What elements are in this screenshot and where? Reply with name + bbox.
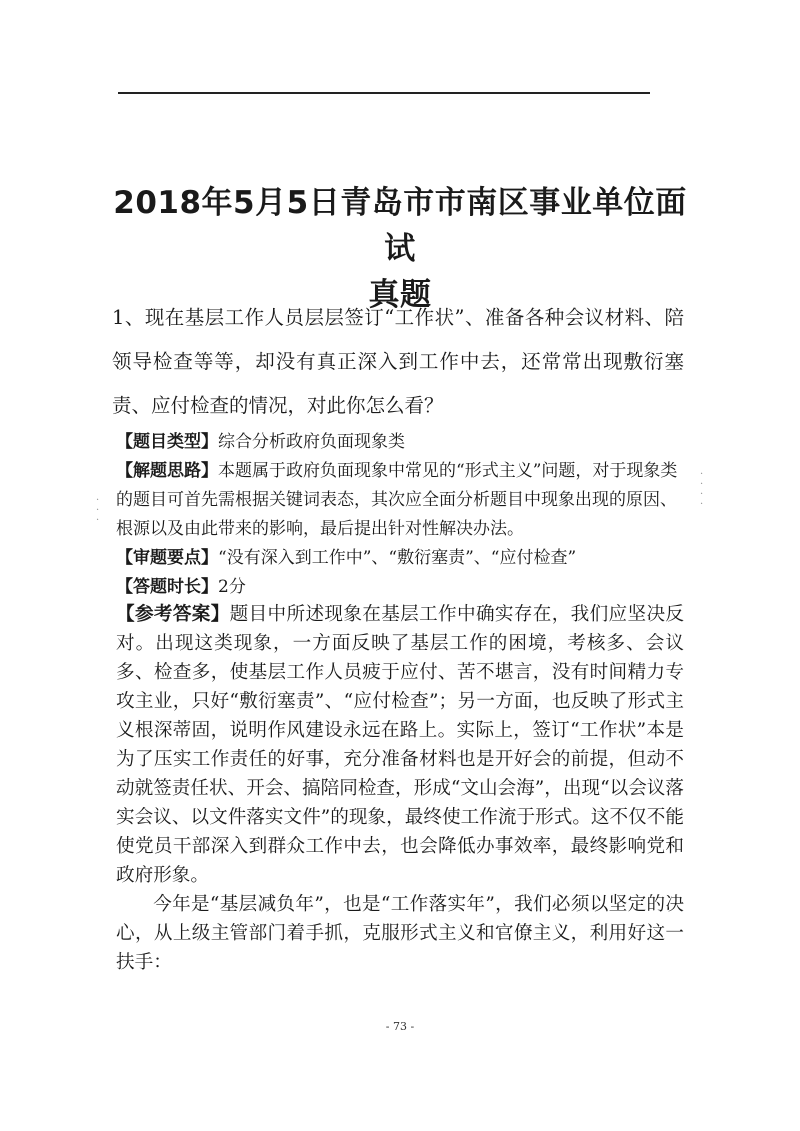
meta-points-value: “没有深入到工作中”、“敷衍塞责”、“应付检查” — [218, 548, 577, 568]
scan-mark-left: · · · — [96, 495, 100, 526]
meta-time — [116, 573, 684, 602]
meta-points — [116, 544, 684, 573]
title-line-2: 真题 — [368, 277, 432, 313]
scan-mark-right: · · · · — [700, 469, 704, 510]
title-line-1: 2018年5月5日青岛市市南区事业单位面试 — [113, 185, 687, 267]
question-text: 1、现在基层工作人员层层签订“工作状”、准备各种会议材料、陪领导检查等等，却没有真正深入到工作中去，还常常出现敷衍塞责、应付检查的情况，对此你怎么看？ — [112, 306, 684, 417]
meta-time-value: 2分 — [218, 577, 246, 597]
question-meta — [116, 428, 684, 602]
meta-type-label: 【题目类型】 — [116, 432, 218, 452]
meta-approach-label: 【解题思路】 — [116, 461, 218, 481]
meta-points-label: 【审题要点】 — [116, 548, 218, 568]
answer-label: 【参考答案】 — [116, 604, 230, 625]
answer-paragraph-1-text: 题目中所述现象在基层工作中确实存在，我们应坚决反对。出现这类现象，一方面反映了基层工作的困境，考核多、会议多、检查多，使基层工作人员疲于应付、苦不堪言，没有时间精力专攻主业，只好“敷衍塞责”、“应付检查”；另一方面，也反映了形式主义根深蒂固，说明作风建设永远在路上。实际上，签订“工作状”本是为了压实工作责任的好事，充分准备材料也是开好会的前提，但动不动就签责任状、开会、搞陪同检查，形成“文山会海”，出现“以会议落实会议、以文件落实文件”的现象，最终使工作流于形式。这不仅不能使党员干部深入到群众工作中去，也会降低办事效率，最终影响党和政府形象。 — [116, 604, 684, 886]
meta-time-label: 【答题时长】 — [116, 577, 218, 597]
page-number: - 73 - — [385, 1020, 415, 1033]
answer-paragraph-1 — [116, 600, 684, 890]
meta-approach-value: 本题属于政府负面现象中常见的“形式主义”问题，对于现象类的题目可首先需根据关键词表态，其次应全面分析题目中现象出现的原因、根源以及由此带来的影响，最后提出针对性解决办法。 — [116, 461, 678, 539]
header-rule — [118, 92, 650, 94]
reference-answer — [116, 600, 684, 977]
answer-paragraph-2: 今年是“基层减负年”，也是“工作落实年”，我们必须以坚定的决心，从上级主管部门着手抓，克服形式主义和官僚主义，利用好这一扶手： — [116, 894, 684, 973]
meta-type — [116, 428, 684, 457]
meta-type-value: 综合分析政府负面现象类 — [218, 432, 405, 452]
meta-approach — [116, 457, 684, 544]
